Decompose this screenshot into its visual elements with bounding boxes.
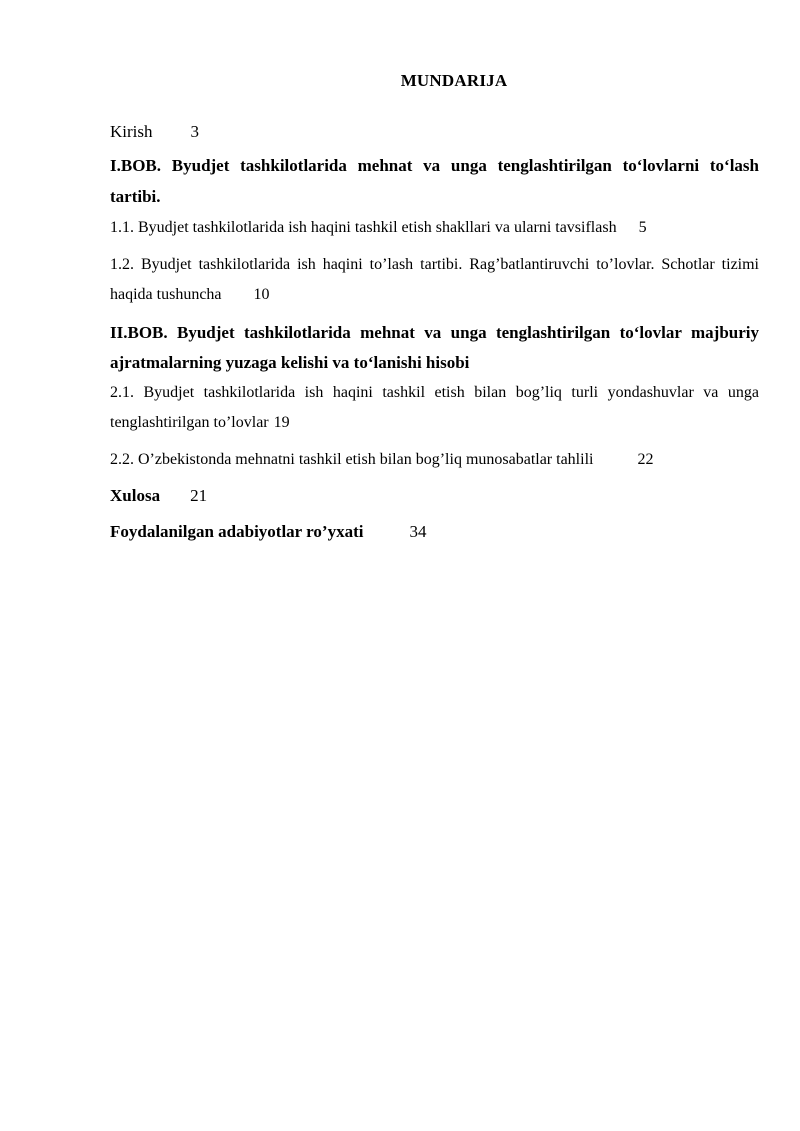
toc-chapter-2 — [110, 318, 759, 378]
toc-entry-page: 22 — [637, 451, 654, 468]
toc-entry-page: 10 — [253, 286, 270, 303]
toc-entry-text: Foydalanilgan adabiyotlar ro’yxati — [110, 522, 364, 541]
toc-entry-page: 5 — [638, 219, 647, 236]
toc-entry-page: 34 — [409, 522, 427, 541]
toc-entry-text: 1.2. Byudjet tashkilotlarida ish haqini to’lash tartibi. Rag’batlantiruvchi to’lovlar. Schotlar tizimi haqida tushuncha — [110, 256, 759, 303]
toc-entry-text: 2.2. O’zbekistonda mehnatni tashkil etish bilan bog’liq munosabatlar tahlili — [110, 451, 594, 468]
toc-entry-text: Kirish — [110, 122, 153, 141]
toc-entry-page: 19 — [273, 414, 290, 431]
page-title: MUNDARIJA — [400, 71, 508, 90]
toc-section-2-1 — [110, 378, 759, 438]
toc-entry-text: II.BOB. Byudjet tashkilotlarida mehnat va unga tenglashtirilgan to‘lovlar majburiy ajratmalarning yuzaga kelishi va to‘lanishi hisobi — [110, 323, 759, 372]
table-of-contents — [110, 118, 759, 546]
toc-entry-page: 3 — [190, 122, 199, 141]
toc-entry-references — [110, 518, 759, 546]
toc-entry-text: 1.1. Byudjet tashkilotlarida ish haqini tashkil etish shakllari va ularni tavsiflash — [110, 219, 617, 236]
toc-entry-page: 21 — [190, 486, 208, 505]
toc-section-1-2 — [110, 250, 759, 310]
toc-entry-text: Xulosa — [110, 486, 161, 505]
toc-chapter-1 — [110, 150, 759, 212]
toc-entry-text: 2.1. Byudjet tashkilotlarida ish haqini tashkil etish bilan bog’liq turli yondashuvlar va unga tenglashtirilgan to’lovlar — [110, 384, 759, 431]
toc-section-1-1 — [110, 214, 759, 242]
toc-section-2-2 — [110, 446, 759, 474]
toc-entry-introduction — [110, 118, 759, 146]
toc-entry-text: I.BOB. Byudjet tashkilotlarida mehnat va unga tenglashtirilgan to‘lovlarni to‘lash tartibi. — [110, 156, 759, 206]
toc-entry-conclusion — [110, 482, 759, 510]
